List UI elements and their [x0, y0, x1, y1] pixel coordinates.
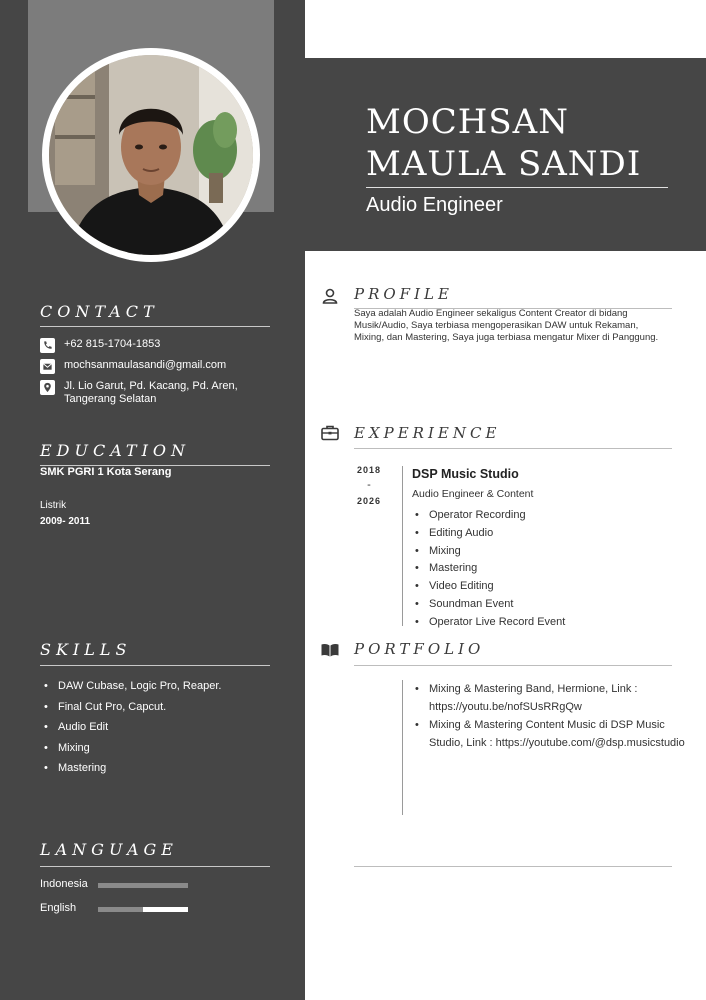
list-item: • Soundman Event	[414, 596, 684, 614]
language-level-remaining	[143, 907, 188, 912]
list-item: • Mastering	[414, 560, 684, 578]
envelope-icon	[40, 359, 55, 374]
language-level-bar	[98, 907, 188, 912]
skill-item: • DAW Cubase, Logic Pro, Reaper.	[44, 676, 244, 697]
language-name: English	[40, 902, 77, 914]
language-heading: LANGUAGE	[40, 840, 178, 859]
profile-photo	[49, 55, 253, 255]
experience-divider	[354, 448, 672, 449]
location-pin-icon	[40, 380, 55, 395]
profile-heading: PROFILE	[354, 285, 453, 303]
bottom-divider	[354, 866, 672, 867]
open-book-icon	[320, 640, 340, 660]
portfolio-divider	[354, 665, 672, 666]
skill-item: • Final Cut Pro, Capcut.	[44, 697, 244, 718]
name-first-line: MOCHSAN	[366, 102, 569, 142]
phone-icon	[40, 338, 55, 353]
language-divider	[40, 866, 270, 867]
language-name: Indonesia	[40, 878, 88, 890]
contact-heading: CONTACT	[40, 302, 159, 321]
skills-list	[44, 676, 244, 779]
experience-timeline-line	[402, 466, 403, 626]
list-item: • Editing Audio	[414, 525, 684, 543]
job-title: Audio Engineer	[366, 194, 503, 216]
address-text: Jl. Lio Garut, Pd. Kacang, Pd. Aren, Tangerang Selatan	[64, 380, 238, 405]
list-item: • Video Editing	[414, 578, 684, 596]
language-level-bar	[98, 883, 188, 888]
experience-company: DSP Music Studio	[412, 467, 519, 481]
email-address: mochsanmaulasandi@gmail.com	[64, 359, 227, 371]
portfolio-item: • Mixing & Mastering Band, Hermione, Link : https://youtu.be/nofSUsRRgQw	[414, 680, 686, 716]
skill-item: • Mastering	[44, 758, 244, 779]
experience-role: Audio Engineer & Content	[412, 488, 534, 500]
experience-end-year: 2026	[356, 496, 382, 506]
skills-heading: SKILLS	[40, 640, 132, 659]
contact-address	[40, 380, 264, 406]
header-divider	[366, 187, 668, 188]
experience-year-separator: -	[367, 479, 371, 491]
briefcase-icon	[320, 423, 340, 443]
experience-duties-list	[414, 507, 684, 632]
contact-email	[40, 359, 264, 374]
experience-start-year: 2018	[356, 465, 382, 475]
list-item: • Operator Live Record Event	[414, 614, 684, 632]
contact-phone	[40, 338, 264, 353]
portfolio-timeline-line	[402, 680, 403, 815]
education-major: Listrik	[40, 500, 67, 511]
education-heading: EDUCATION	[40, 441, 191, 460]
contact-divider	[40, 326, 270, 327]
portfolio-heading: PORTFOLIO	[354, 640, 485, 658]
list-item: • Operator Recording	[414, 507, 684, 525]
user-icon	[320, 286, 340, 306]
education-school: SMK PGRI 1 Kota Serang	[40, 466, 172, 478]
phone-number: +62 815-1704-1853	[64, 338, 161, 350]
portfolio-item: • Mixing & Mastering Content Music di DSP Music Studio, Link : https://youtube.com/@dsp.musicstudio	[414, 716, 686, 752]
experience-heading: EXPERIENCE	[354, 424, 501, 442]
name-second-line: MAULA SANDI	[366, 144, 642, 184]
skills-divider	[40, 665, 270, 666]
profile-summary: Saya adalah Audio Engineer sekaligus Content Creator di bidang Musik/Audio, Saya terbiasa mengoperasikan DAW untuk Rekaman, Mixing, dan Mastering, Saya juga terbiasa mengatur Mixer di Panggung.	[354, 308, 659, 343]
education-years: 2009- 2011	[40, 516, 91, 527]
portfolio-list	[414, 680, 686, 752]
skill-item: • Mixing	[44, 738, 244, 759]
skill-item: • Audio Edit	[44, 717, 244, 738]
list-item: • Mixing	[414, 543, 684, 561]
